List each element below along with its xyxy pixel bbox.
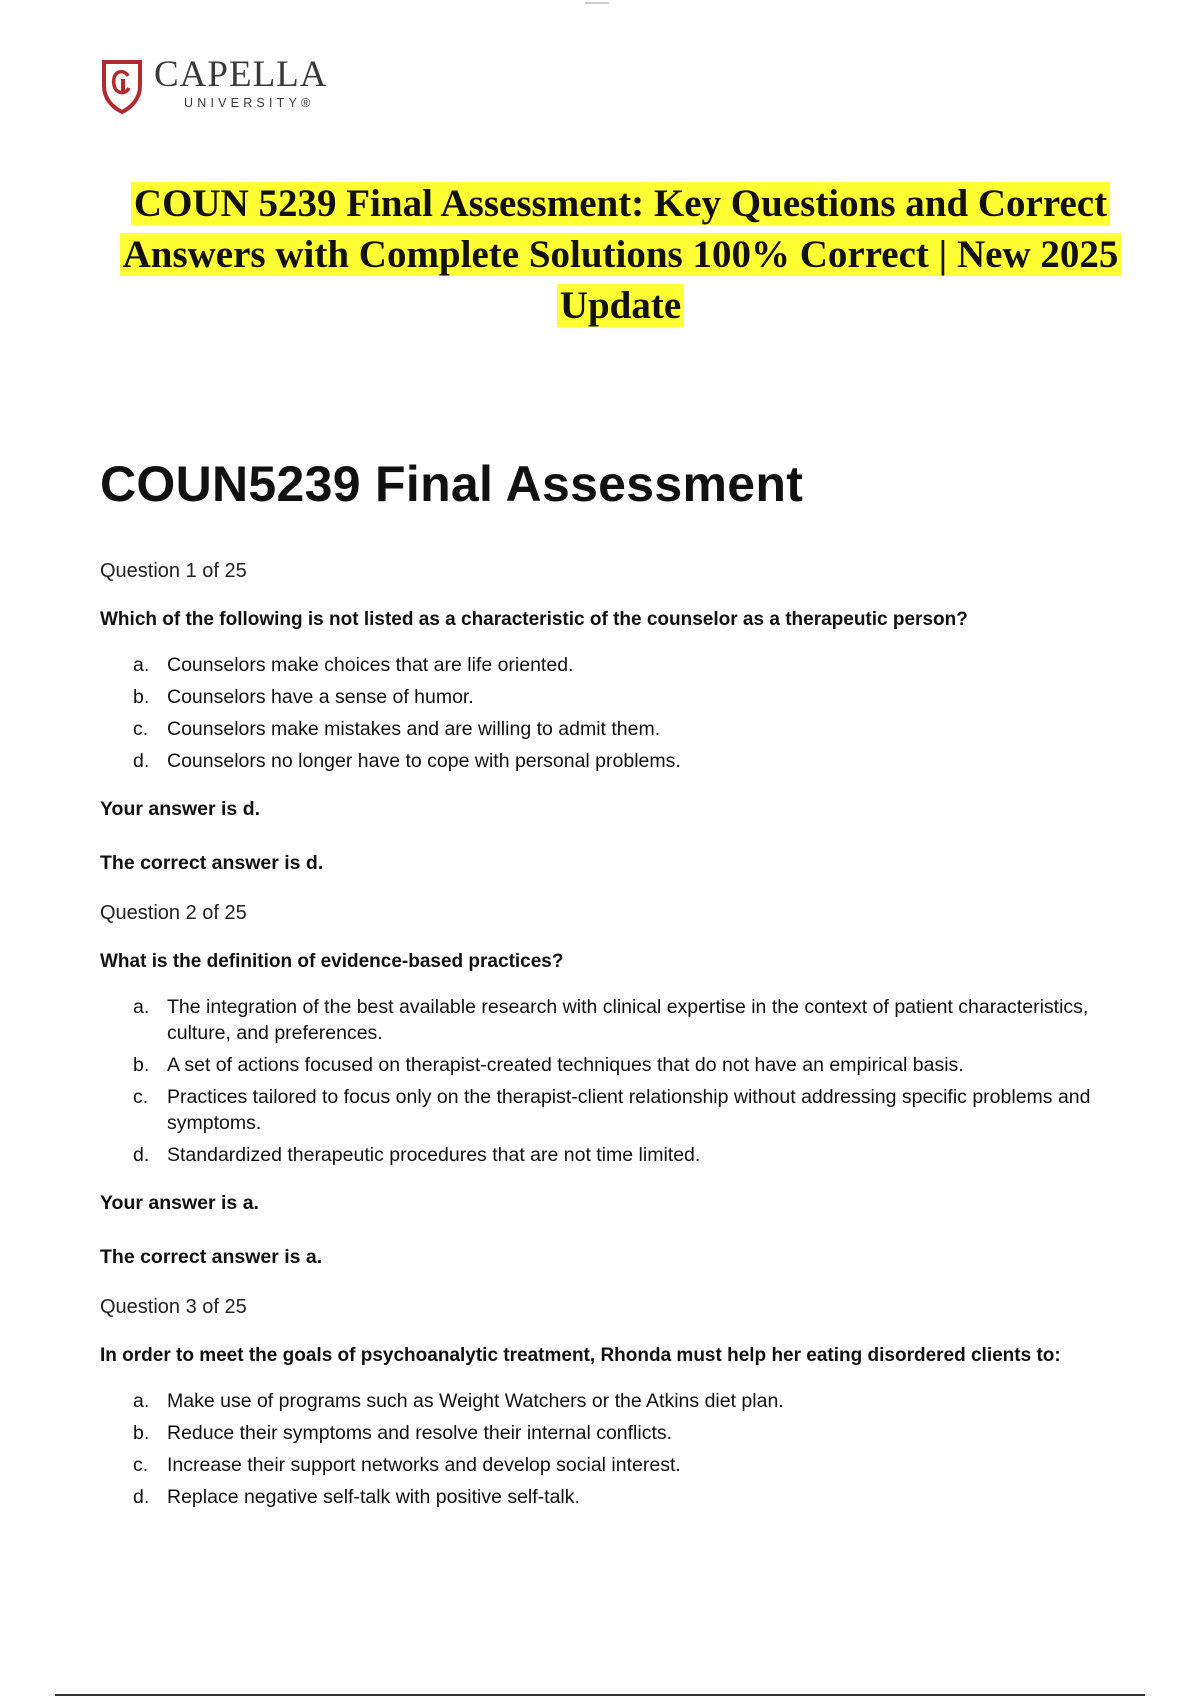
question-counter: Question 1 of 25 — [100, 560, 247, 582]
option-letter: b. — [133, 1422, 150, 1444]
option-item — [100, 684, 1145, 710]
option-list — [100, 994, 1145, 1168]
option-letter: d. — [133, 1486, 150, 1508]
option-list — [100, 1388, 1145, 1510]
option-text: Replace negative self-talk with positive self-talk. — [167, 1486, 580, 1508]
option-letter: c. — [133, 1454, 149, 1476]
option-text: A set of actions focused on therapist-created techniques that do not have an empirical basis. — [167, 1054, 964, 1076]
question-text: What is the definition of evidence-based practices? — [100, 951, 564, 972]
correct-answer: The correct answer is a. — [100, 1246, 323, 1268]
page-heading: COUN5239 Final Assessment — [100, 456, 804, 512]
option-letter: b. — [133, 1054, 150, 1076]
correct-answer: The correct answer is d. — [100, 852, 324, 874]
logo-subtitle: UNIVERSITY® — [184, 96, 315, 110]
option-item — [100, 1484, 1145, 1510]
question-block — [100, 1294, 1145, 1510]
option-letter: d. — [133, 750, 150, 772]
option-item — [100, 1084, 1145, 1136]
option-text: Practices tailored to focus only on the therapist-client relationship without addressing specific problems and symptoms. — [167, 1086, 1091, 1134]
option-letter: a. — [133, 996, 150, 1018]
capella-shield-icon — [100, 56, 144, 114]
option-item — [100, 994, 1145, 1046]
option-text: The integration of the best available research with clinical expertise in the context of patient characteristics, culture, and preferences. — [167, 996, 1089, 1044]
your-answer: Your answer is a. — [100, 1192, 259, 1214]
document-title-text: COUN 5239 Final Assessment: Key Questions and Correct Answers with Complete Solutions 100% Correct | New 2025 Update — [120, 182, 1122, 327]
option-item — [100, 748, 1145, 774]
question-block — [100, 558, 1145, 876]
option-letter: a. — [133, 1390, 150, 1412]
question-text: In order to meet the goals of psychoanalytic treatment, Rhonda must help her eating disordered clients to: — [100, 1345, 1061, 1366]
option-text: Increase their support networks and develop social interest. — [167, 1454, 681, 1476]
document-title — [98, 178, 1143, 331]
option-item — [100, 1452, 1145, 1478]
bottom-divider — [55, 1694, 1145, 1696]
option-list — [100, 652, 1145, 774]
logo-name: CAPELLA — [154, 54, 328, 95]
question-block — [100, 900, 1145, 1270]
option-text: Counselors make choices that are life oriented. — [167, 654, 574, 676]
question-text: Which of the following is not listed as a characteristic of the counselor as a therapeutic person? — [100, 609, 968, 630]
option-text: Standardized therapeutic procedures that are not time limited. — [167, 1144, 701, 1166]
option-letter: c. — [133, 718, 149, 740]
option-item — [100, 1420, 1145, 1446]
option-letter: a. — [133, 654, 150, 676]
top-mark — [585, 2, 609, 4]
option-item — [100, 1052, 1145, 1078]
option-text: Make use of programs such as Weight Watchers or the Atkins diet plan. — [167, 1390, 784, 1412]
option-letter: b. — [133, 686, 150, 708]
question-counter: Question 2 of 25 — [100, 902, 247, 924]
option-item — [100, 652, 1145, 678]
option-text: Reduce their symptoms and resolve their internal conflicts. — [167, 1422, 673, 1444]
option-text: Counselors no longer have to cope with personal problems. — [167, 750, 681, 772]
option-item — [100, 1388, 1145, 1414]
capella-logo — [100, 56, 328, 114]
option-item — [100, 716, 1145, 742]
question-counter: Question 3 of 25 — [100, 1296, 247, 1318]
option-letter: c. — [133, 1086, 149, 1108]
option-text: Counselors have a sense of humor. — [167, 686, 474, 708]
option-letter: d. — [133, 1144, 150, 1166]
questions-content — [100, 558, 1145, 1516]
option-item — [100, 1142, 1145, 1168]
option-text: Counselors make mistakes and are willing to admit them. — [167, 718, 661, 740]
your-answer: Your answer is d. — [100, 798, 261, 820]
